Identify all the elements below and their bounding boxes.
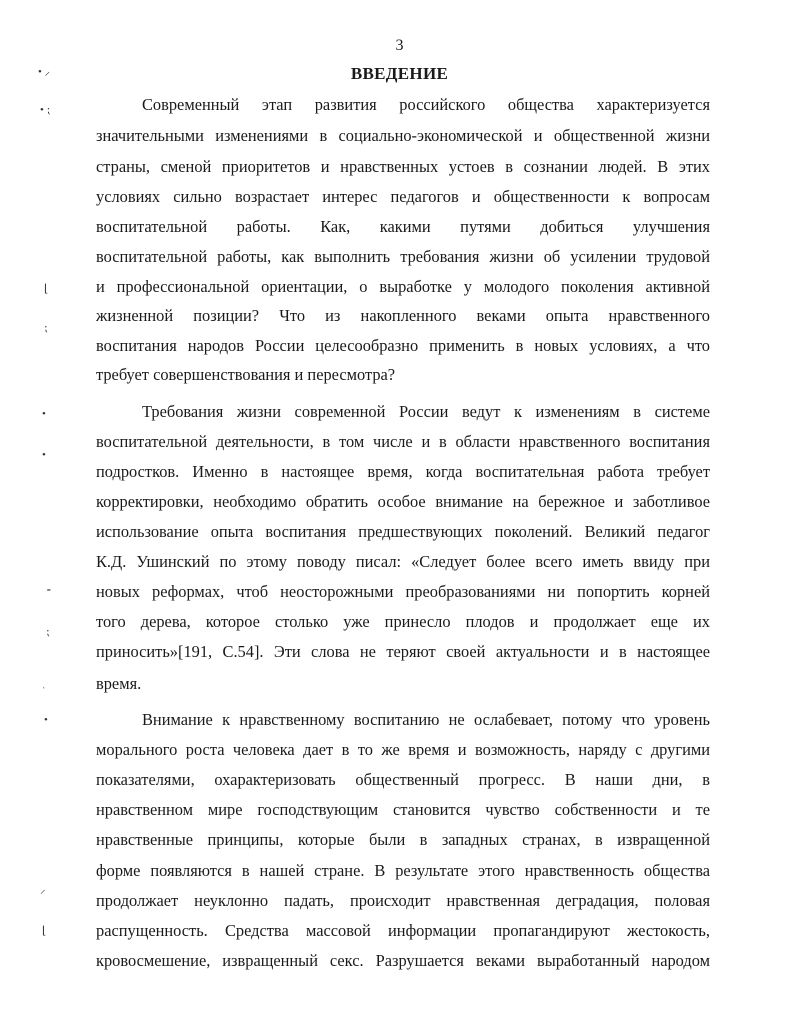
- text-line: воспитательной деятельности, в том числе и в области нравственного воспитания: [96, 432, 710, 451]
- text-line: страны, сменой приоритетов и нравственных устоев в сознании людей. В этих: [96, 157, 710, 176]
- text-line: приносить»[191, С.54]. Эти слова не теряют своей актуальности и в настоящее: [96, 642, 710, 661]
- scan-mark-icon: •: [42, 408, 46, 420]
- scan-mark-icon: •: [42, 449, 46, 461]
- text-line: и профессиональной ориентации, о выработке у молодого поколения активной: [96, 277, 710, 296]
- scan-mark-icon: ⸝: [40, 884, 46, 896]
- scan-mark-icon: • ⁏: [40, 104, 51, 116]
- scan-mark-icon: •: [44, 714, 48, 726]
- text-line: жизненной позиции? Что из накопленного веками опыта нравственного: [96, 306, 710, 325]
- scan-mark-icon: ⁏: [44, 322, 48, 334]
- text-line: нравственные принципы, которые были в западных странах, в извращенной: [96, 830, 710, 849]
- text-line: кровосмешение, извращенный секс. Разрушается веками выработанный народом: [96, 951, 710, 970]
- text-line: форме появляются в нашей стране. В результате этого нравственность общества: [96, 861, 710, 880]
- text-line: показателями, охарактеризовать общественный прогресс. В наши дни, в: [96, 770, 710, 789]
- text-line: новых реформах, чтоб неосторожными преобразованиями ни попортить корней: [96, 582, 710, 601]
- text-line: Внимание к нравственному воспитанию не ослабевает, потому что уровень: [142, 710, 710, 729]
- scan-mark-icon: • ⸝: [38, 66, 51, 78]
- text-line: время.: [96, 674, 142, 693]
- section-heading: ВВЕДЕНИЕ: [350, 64, 449, 83]
- scan-mark-icon: ⌊: [44, 283, 49, 295]
- scan-mark-icon: ⁃: [46, 585, 52, 597]
- text-line: корректировки, необходимо обратить особое внимание на бережное и заботливое: [96, 492, 710, 511]
- scan-mark-icon: ⌊: [42, 925, 47, 937]
- text-line: воспитания народов России целесообразно применить в новых условиях, а что: [96, 336, 710, 355]
- text-line: морального роста человека дает в то же время и возможность, наряду с другими: [96, 740, 710, 759]
- text-line: подростков. Именно в настоящее время, когда воспитательная работа требует: [96, 462, 710, 481]
- text-line: требует совершенствования и пересмотра?: [96, 365, 396, 384]
- text-line: распущенность. Средства массовой информации пропагандируют жестокость,: [96, 921, 710, 940]
- text-line: нравственном мире господствующим становится чувство собственности и те: [96, 800, 710, 819]
- page-number: 3: [395, 37, 404, 54]
- text-line: воспитательной работы. Как, какими путями добиться улучшения: [96, 217, 710, 236]
- text-line: продолжает неуклонно падать, происходит нравственная деградация, половая: [96, 891, 710, 910]
- text-line: того дерева, которое столько уже принесло плодов и продолжает еще их: [96, 612, 710, 631]
- scan-mark-icon: ⁏: [46, 626, 50, 638]
- text-line: условиях сильно возрастает интерес педагогов и общественности к вопросам: [96, 187, 710, 206]
- text-line: К.Д. Ушинский по этому поводу писал: «Следует более всего иметь ввиду при: [96, 552, 710, 571]
- text-line: использование опыта воспитания предшествующих поколений. Великий педагог: [96, 522, 710, 541]
- text-line: Требования жизни современной России ведут к изменениям в системе: [142, 402, 710, 421]
- scan-mark-icon: ˌ: [42, 677, 46, 689]
- text-line: Современный этап развития российского общества характеризуется: [142, 95, 710, 114]
- text-line: значительными изменениями в социально-экономической и общественной жизни: [96, 126, 710, 145]
- text-line: воспитательной работы, как выполнить требования жизни об усилении трудовой: [96, 247, 710, 266]
